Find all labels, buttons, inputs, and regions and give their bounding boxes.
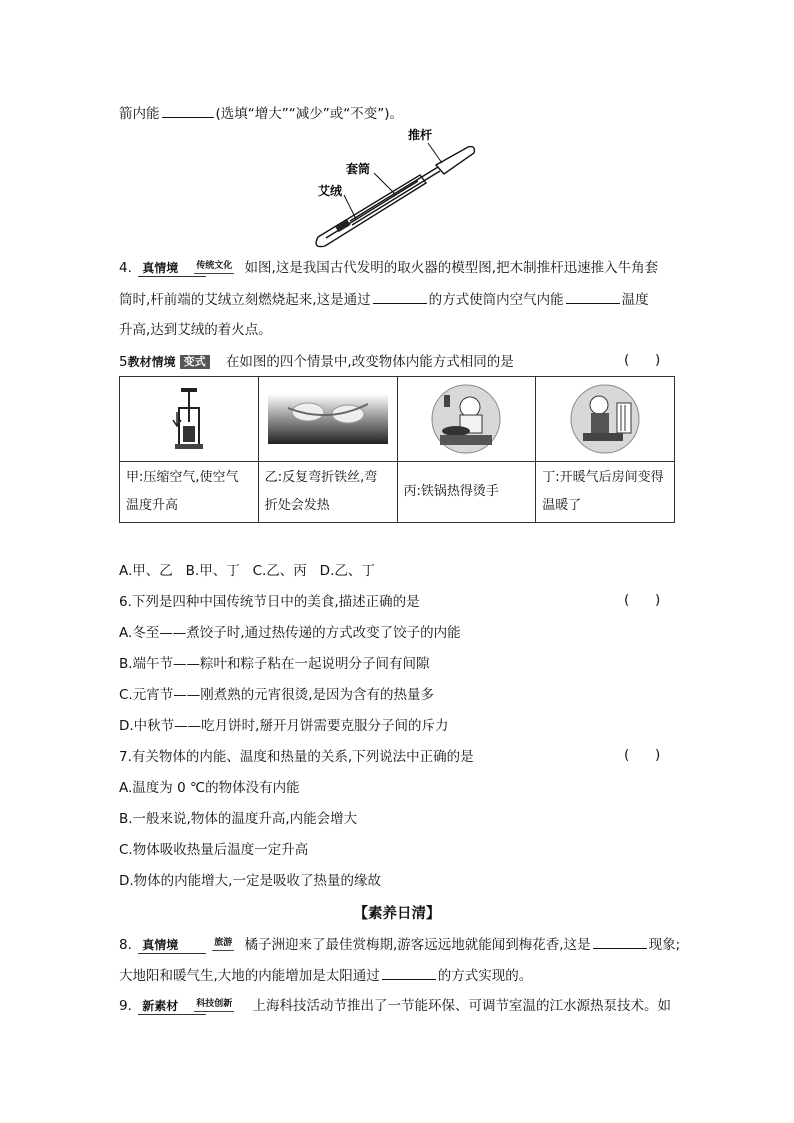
answer-blank[interactable] — [566, 289, 620, 304]
q7-stem: 7.有关物体的内能、温度和热量的关系,下列说法中正确的是 — [119, 749, 474, 765]
scenario-c-caption: 丙:铁锅热得烫手 — [397, 462, 536, 523]
q4-tag: 真情境 传统文化 — [138, 261, 204, 275]
scenario-c-image — [397, 377, 536, 462]
q8-line1: 8. 真情境 旅游 橘子洲迎来了最佳赏梅期,游客远远地就能闻到梅花香,这是 现象; — [119, 934, 680, 955]
q4-line2: 筒时,杆前端的艾绒立刻燃烧起来,这是通过 的方式使筒内空气内能 温度 — [119, 289, 649, 310]
q4-subtag: 传统文化 — [194, 259, 234, 274]
answer-blank[interactable] — [382, 965, 436, 980]
label-moxa: 艾绒 — [318, 184, 343, 198]
answer-blank[interactable] — [593, 934, 647, 949]
continuation-line: 箭内能 (选填“增大”“减少”或“不变”)。 — [119, 103, 403, 124]
label-sleeve: 套筒 — [346, 162, 371, 176]
scenario-a-caption: 甲:压缩空气,使空气 温度升高 — [120, 462, 259, 523]
q6-answer-paren[interactable]: ( ) — [624, 592, 661, 608]
q8-subtag: 旅游 — [212, 936, 234, 951]
q7-answer-paren[interactable]: ( ) — [624, 747, 661, 763]
scenario-d-image — [536, 377, 675, 462]
q5-subtag: 变式 — [180, 355, 210, 369]
q8-line2: 大地阳和暖气生,大地的内能增加是太阳通过 的方式实现的。 — [119, 965, 532, 986]
q7-option-c[interactable]: C.物体吸收热量后温度一定升高 — [119, 842, 309, 858]
answer-blank[interactable] — [373, 289, 427, 304]
q5-scenario-table — [119, 376, 675, 523]
q7-option-d[interactable]: D.物体的内能增大,一定是吸收了热量的缘故 — [119, 873, 381, 889]
fire-piston-figure — [300, 125, 480, 250]
q4-line3: 升高,达到艾绒的着火点。 — [119, 322, 272, 338]
q4-line1: 4. 真情境 传统文化 如图,这是我国古代发明的取火器的模型图,把木制推杆迅速推入牛角套 — [119, 260, 659, 276]
q6-stem: 6.下列是四种中国传统节日中的美食,描述正确的是 — [119, 594, 420, 610]
scenario-b-image — [258, 377, 397, 462]
q5-tag: 教材情境 — [127, 355, 176, 369]
q7-option-b[interactable]: B.一般来说,物体的温度升高,内能会增大 — [119, 811, 358, 827]
label-push-rod: 推杆 — [408, 128, 433, 142]
q9-subtag: 科技创新 — [194, 997, 234, 1012]
q6-option-b[interactable]: B.端午节——粽叶和粽子粘在一起说明分子间有间隙 — [119, 656, 430, 672]
section-heading: 【素养日清】 — [353, 906, 441, 922]
q5-answer-paren[interactable]: ( ) — [624, 352, 661, 368]
q9-tag: 新素材 科技创新 — [138, 999, 204, 1013]
q5-options[interactable]: A.甲、乙 B.甲、丁 C.乙、丙 D.乙、丁 — [119, 563, 375, 579]
q5-stem: 5教材情境 变式 在如图的四个情景中,改变物体内能方式相同的是 — [119, 354, 514, 370]
q6-option-d[interactable]: D.中秋节——吃月饼时,掰开月饼需要克服分子间的斥力 — [119, 718, 449, 734]
q9-line1: 9. 新素材 科技创新 上海科技活动节推出了一节能环保、可调节室温的江水源热泵技术。如 — [119, 998, 671, 1014]
answer-blank[interactable] — [162, 103, 214, 118]
q6-option-a[interactable]: A.冬至——煮饺子时,通过热传递的方式改变了饺子的内能 — [119, 625, 461, 641]
q7-option-a[interactable]: A.温度为 0 ℃的物体没有内能 — [119, 780, 300, 796]
scenario-a-image — [120, 377, 259, 462]
q8-tag: 真情境 旅游 — [138, 938, 204, 952]
q6-option-c[interactable]: C.元宵节——刚煮熟的元宵很烫,是因为含有的热量多 — [119, 687, 435, 703]
scenario-b-caption: 乙:反复弯折铁丝,弯 折处会发热 — [258, 462, 397, 523]
scenario-d-caption: 丁:开暖气后房间变得 温暖了 — [536, 462, 675, 523]
